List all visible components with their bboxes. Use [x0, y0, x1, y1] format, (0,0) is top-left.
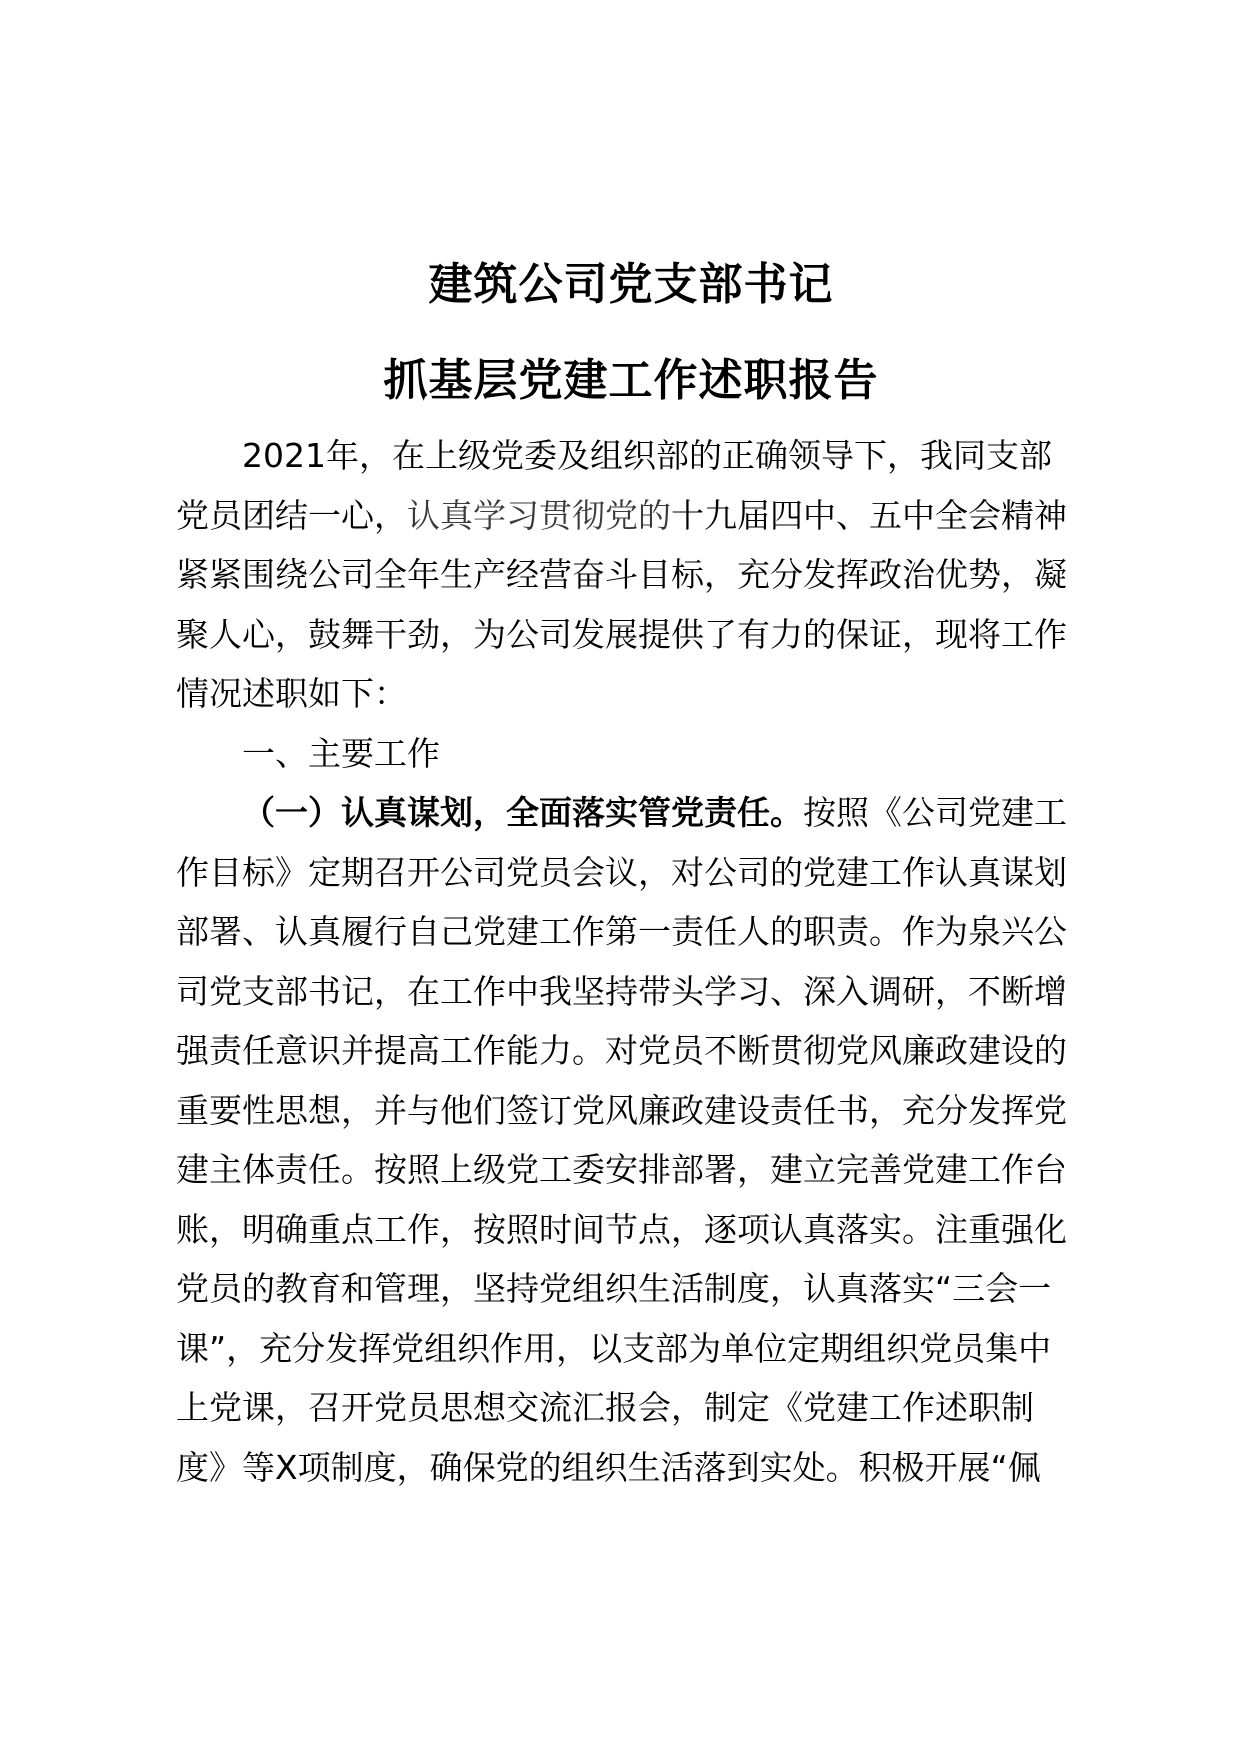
para-line-6: 重要性思想，并与他们签订党风廉政建设责任书，充分发挥党: [176, 1090, 1067, 1130]
para-line-1-text: 按照《公司党建工: [803, 793, 1067, 832]
para-line-2: 作目标》定期召开公司党员会议，对公司的党建工作认真谋划: [176, 852, 1067, 892]
para-line-3: 部署、认真履行自己党建工作第一责任人的职责。作为泉兴公: [176, 912, 1067, 951]
intro-line-2: [176, 486, 1086, 546]
sub-heading: （一）认真谋划，全面落实管党责任。: [242, 793, 803, 832]
para-line-11: 上党课，召开党员思想交流汇报会，制定《党建工作述职制: [176, 1388, 1034, 1427]
document-title-line-1: 建筑公司党支部书记: [428, 259, 834, 310]
intro-line-3: 紧紧围绕公司全年生产经营奋斗目标，充分发挥政治优势，凝: [176, 555, 1067, 594]
para-line-9: 党员的教育和管理，坚持党组织生活制度，认真落实“三会一: [176, 1269, 1052, 1308]
para-line-8: 账，明确重点工作，按照时间节点，逐项认真落实。注重强化: [176, 1209, 1067, 1249]
intro-line-2b: 十九届四中、五中全会精神: [671, 495, 1067, 535]
intro-line-4: 聚人心，鼓舞干劲，为公司发展提供了有力的保证，现将工作: [176, 614, 1067, 654]
para-line-12: 度》等X项制度，确保党的组织生活落到实处。积极开展“佩: [176, 1447, 1041, 1487]
intro-line-2a: 党员团结一心，: [176, 495, 407, 535]
intro-line-5: 情况述职如下：: [176, 674, 407, 713]
para-line-1: [176, 783, 1086, 843]
section-heading: 一、主要工作: [242, 733, 440, 773]
document-page: [176, 240, 1086, 1497]
section-paragraph: [176, 783, 1086, 1497]
para-line-10: 课”，充分发挥党组织作用，以支部为单位定期组织党员集中: [176, 1328, 1052, 1368]
document-title-line-2: 抓基层党建工作述职报告: [383, 355, 879, 406]
para-line-5: 强责任意识并提高工作能力。对党员不断贯彻党风廉政建设的: [176, 1031, 1067, 1070]
intro-line-1: 2021年，在上级党委及组织部的正确领导下，我同支部: [242, 436, 1052, 475]
intro-line-2-highlight: 认真学习贯彻党的: [407, 495, 671, 535]
para-line-4: 司党支部书记，在工作中我坚持带头学习、深入调研，不断增: [176, 971, 1067, 1011]
intro-paragraph: [176, 426, 1086, 724]
para-line-7: 建主体责任。按照上级党工委安排部署，建立完善党建工作台: [176, 1150, 1067, 1189]
section-heading-block: [176, 724, 1086, 784]
